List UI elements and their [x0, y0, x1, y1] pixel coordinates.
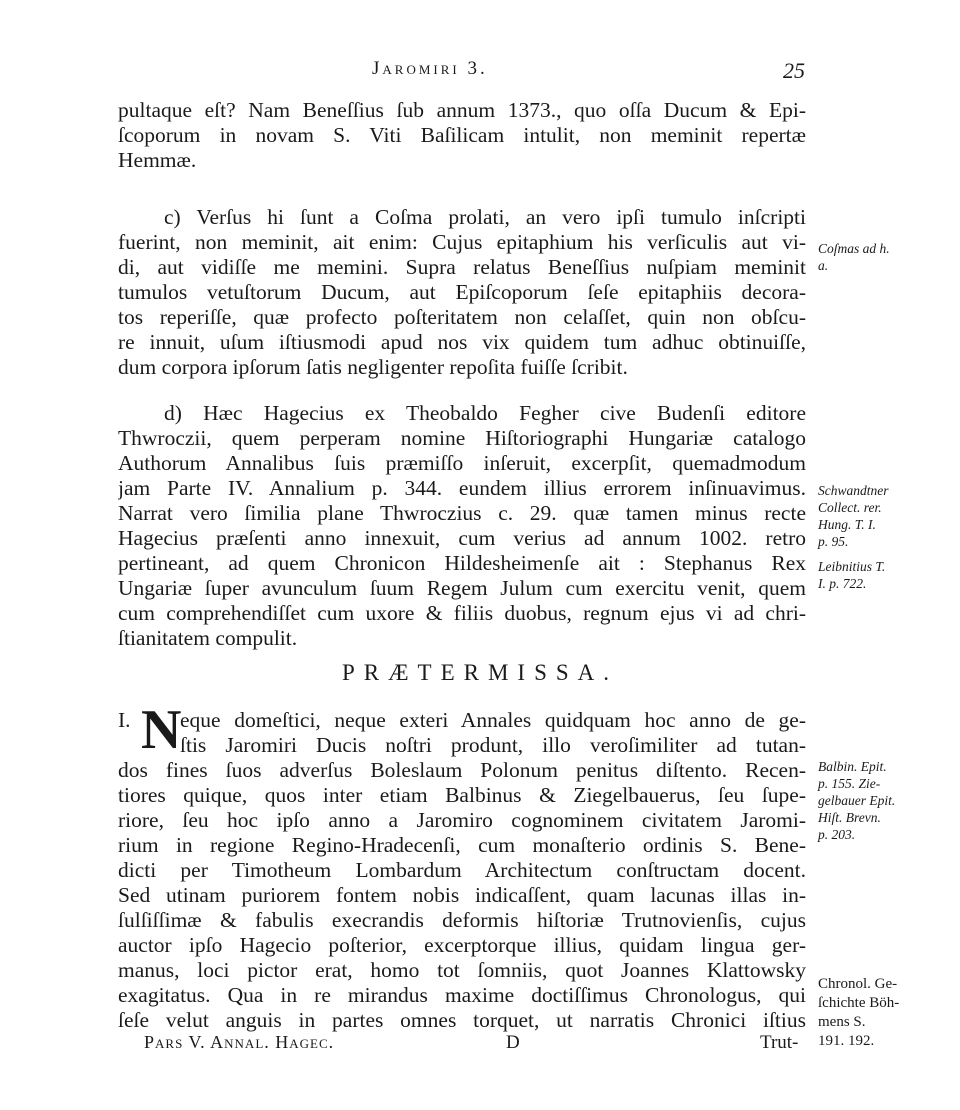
margin-note-cosmas — [818, 240, 928, 274]
text-line: Sed utinam puriorem fontem nobis indicaſſent, quam lacunas illas in- — [118, 883, 806, 907]
margin-note-line: Collect. rer. — [818, 500, 882, 515]
paragraph-I — [118, 708, 806, 1033]
margin-note-line: mens S. — [818, 1014, 866, 1030]
text-line: tiores quique, quos inter etiam Balbinus & Ziegelbauerus, ſeu ſupe- — [118, 783, 806, 807]
margin-note-line: Schwandtner — [818, 483, 889, 498]
text-line: ſtianitatem compulit. — [118, 626, 298, 650]
margin-note-line: p. 155. Zie- — [818, 776, 881, 791]
text-line: Hagecius præſenti anno innexuit, cum verius ad annum 1002. retro — [118, 526, 806, 550]
text-line: jam Parte IV. Annalium p. 344. eundem illius errorem inſinuavimus. — [118, 476, 806, 500]
text-line: Ungariæ ſuper avunculum ſuum Regem Julum cum exercitu venit, quem — [118, 576, 806, 600]
text-line: auctor ipſo Hagecio poſterior, excerptorque illius, quidam lingua ger- — [118, 933, 806, 957]
margin-note-schwandtner — [818, 482, 928, 550]
margin-note-line: ſchichte Böh- — [818, 995, 900, 1011]
signature-title: Pars V. Annal. Hagec. — [144, 1032, 335, 1052]
margin-note-line: Chronol. Ge- — [818, 976, 898, 992]
text-line: fuerint, non meminit, ait enim: Cujus epitaphium his verſiculis aut vi- — [118, 230, 806, 254]
section-heading: PRÆTERMISSA. — [341, 660, 619, 685]
text-line: manus, loci pictor erat, homo tot ſomniis, quot Joannes Klattowsky — [118, 958, 806, 982]
margin-note-line: p. 203. — [818, 827, 856, 842]
footnote-c — [118, 205, 806, 380]
text-line: pertineant, ad quem Chronicon Hildesheimenſe ait : Stephanus Rex — [118, 551, 806, 575]
page-header — [0, 58, 960, 90]
paragraph-continuation — [118, 98, 806, 173]
drop-cap: N — [141, 699, 182, 761]
margin-note-line: Coſmas ad h. — [818, 241, 890, 256]
text-line: ſtis Jaromiri Ducis noſtri produnt, illo veroſimiliter ad tutan- — [180, 733, 806, 757]
page-footer — [0, 1032, 960, 1060]
text-line: tumulos vetuſtorum Ducum, aut Epiſcoporum ſeſe epitaphiis decora- — [118, 280, 806, 304]
text-line: dicti per Timotheum Lombardum Architectum conſtructam docent. — [118, 858, 806, 882]
catchword: Trut- — [760, 1032, 799, 1053]
text-line: exagitatus. Qua in re mirandus maxime doctiſſimus Chronologus, qui — [118, 983, 806, 1007]
text-line: Narrat vero ſimilia plane Thwroczius c. 29. quæ tamen minus recte — [118, 501, 806, 525]
text-line: dos fines ſuos adverſus Boleslaum Polonum penitus diſtento. Recen- — [118, 758, 806, 782]
text-line: di, aut vidiſſe me memini. Supra relatus Beneſſius nuſpiam meminit — [118, 255, 806, 279]
margin-note-line: Balbin. Epit. — [818, 759, 887, 774]
margin-note-leibnitius — [818, 558, 928, 592]
text-line: re innuit, uſum iſtiusmodi apud nos vix quidem tum adhuc obtinuiſſe, — [118, 330, 806, 354]
margin-note-line: Hung. T. I. — [818, 517, 876, 532]
text-line: ſeſe velut anguis in partes omnes torquet, ut narratis Chronici iſtius — [118, 1008, 806, 1032]
text-line: d) Hæc Hagecius ex Theobaldo Fegher cive Budenſi editore — [164, 401, 806, 425]
text-line: tos reperiſſe, quæ profecto poſteritatem non celaſſet, quin non obſcu- — [118, 305, 806, 329]
margin-note-line: 191. 192. — [818, 1033, 875, 1049]
text-line: ſulſiſſimæ & fabulis execrandis deformis hiſtoriæ Trutnovienſis, cujus — [118, 908, 806, 932]
page-number: 25 — [783, 58, 805, 83]
text-line: ſcoporum in novam S. Viti Baſilicam intulit, non meminit repertæ — [118, 123, 806, 147]
text-line: Thwroczii, quem perperam nomine Hiſtoriographi Hungariæ catalogo — [118, 426, 806, 450]
text-line-content: eque domeſtici, neque exteri Annales quidquam hoc anno de ge- — [180, 708, 806, 732]
text-line: pultaque eſt? Nam Beneſſius ſub annum 1373., quo oſſa Ducum & Epi- — [118, 98, 806, 122]
signature-mark: D — [506, 1032, 520, 1053]
text-line: Hemmæ. — [118, 148, 197, 172]
text-line: cum comprehendiſſet cum uxore & filiis duobus, regnum ejus vi ad chri- — [118, 601, 806, 625]
margin-note-line: Hiſt. Brevn. — [818, 810, 881, 825]
margin-note-line: p. 95. — [818, 534, 849, 549]
text-line — [118, 708, 806, 733]
running-title: Jaromiri 3. — [372, 58, 488, 79]
margin-note-line: a. — [818, 258, 829, 273]
text-line: c) Verſus hi ſunt a Coſma prolati, an vero ipſi tumulo inſcripti — [164, 205, 806, 229]
text-line: Authorum Annalibus ſuis præmiſſo inſeruit, excerpſit, quemadmodum — [118, 451, 806, 475]
margin-note-line: I. p. 722. — [818, 576, 867, 591]
margin-note-line: gelbauer Epit. — [818, 793, 896, 808]
margin-note-line: Leibnitius T. — [818, 559, 886, 574]
text-line: rium in regione Regino-Hradecenſi, cum monaſterio ordinis S. Bene- — [118, 833, 806, 857]
text-line: dum corpora ipſorum ſatis negligenter repoſita fuiſſe ſcribit. — [118, 355, 628, 379]
paragraph-numeral: I. — [118, 708, 131, 732]
text-line: riore, ſeu hoc ipſo anno a Jaromiro cognominem civitatem Jaromi- — [118, 808, 806, 832]
footnote-d — [118, 401, 806, 651]
margin-note-balbinus — [818, 758, 928, 843]
